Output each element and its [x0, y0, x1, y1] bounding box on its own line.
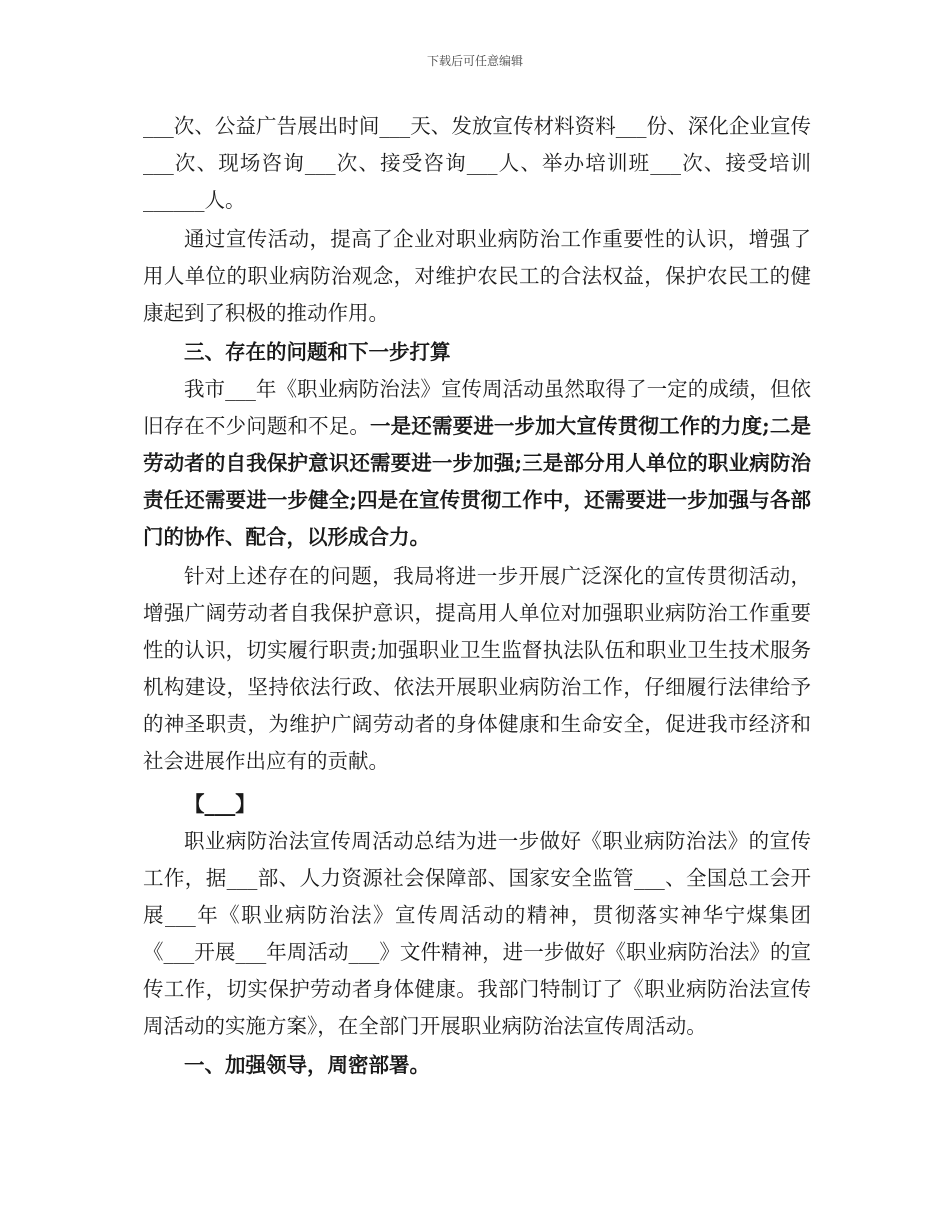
paragraph-results: 通过宣传活动，提高了企业对职业病防治工作重要性的认识，增强了用人单位的职业病防治观念，对维护农民工的合法权益，保护农民工的健康起到了积极的推动作用。 [143, 227, 811, 325]
paragraph-stats: ___次、公益广告展出时间___天、发放宣传材料资料___份、深化企业宣传___次、现场咨询___次、接受咨询___人、举办培训班___次、接受培训______人。 [143, 114, 811, 212]
page-header: 下载后可任意编辑 [426, 54, 523, 68]
section-heading-leadership: 一、加强领导，周密部署。 [184, 1053, 430, 1077]
paragraph-problems [143, 371, 811, 556]
paragraph-problems-list: 一是还需要进一步加大宣传贯彻工作的力度;二是劳动者的自我保护意识还需要进一步加强;三是部分用人单位的职业病防治责任还需要进一步健全;四是在宣传贯彻工作中，还需要进一步加强与各部门的协作、配合，以形成合力。 [143, 414, 811, 549]
section-heading-bracket: 【___】 [184, 792, 256, 816]
document-body [143, 108, 811, 1084]
paragraph-problems-intro: 我市___年《职业病防治法》宣传周活动虽然取得了一定的成绩，但依旧存在不少问题和不足。 [143, 377, 811, 438]
section-heading-problems: 三、存在的问题和下一步打算 [184, 340, 451, 364]
paragraph-summary: 职业病防治法宣传周活动总结为进一步做好《职业病防治法》的宣传工作，据___部、人力资源社会保障部、国家安全监管___、全国总工会开展___年《职业病防治法》宣传周活动的精神，贯彻落实神华宁煤集团《___开展___年周活动___》文件精神，进一步做好《职业病防治法》的宣传工作，切实保护劳动者身体健康。我部门特制订了《职业病防治法宣传周活动的实施方案》，在全部门开展职业病防治法宣传周活动。 [143, 829, 811, 1038]
paragraph-next-steps: 针对上述存在的问题，我局将进一步开展广泛深化的宣传贯彻活动，增强广阔劳动者自我保护意识，提高用人单位对加强职业病防治工作重要性的认识，切实履行职责;加强职业卫生监督执法队伍和职业卫生技术服务机构建设，坚持依法行政、依法开展职业病防治工作，仔细履行法律给予的神圣职责，为维护广阔劳动者的身体健康和生命安全，促进我市经济和社会进展作出应有的贡献。 [143, 564, 811, 773]
